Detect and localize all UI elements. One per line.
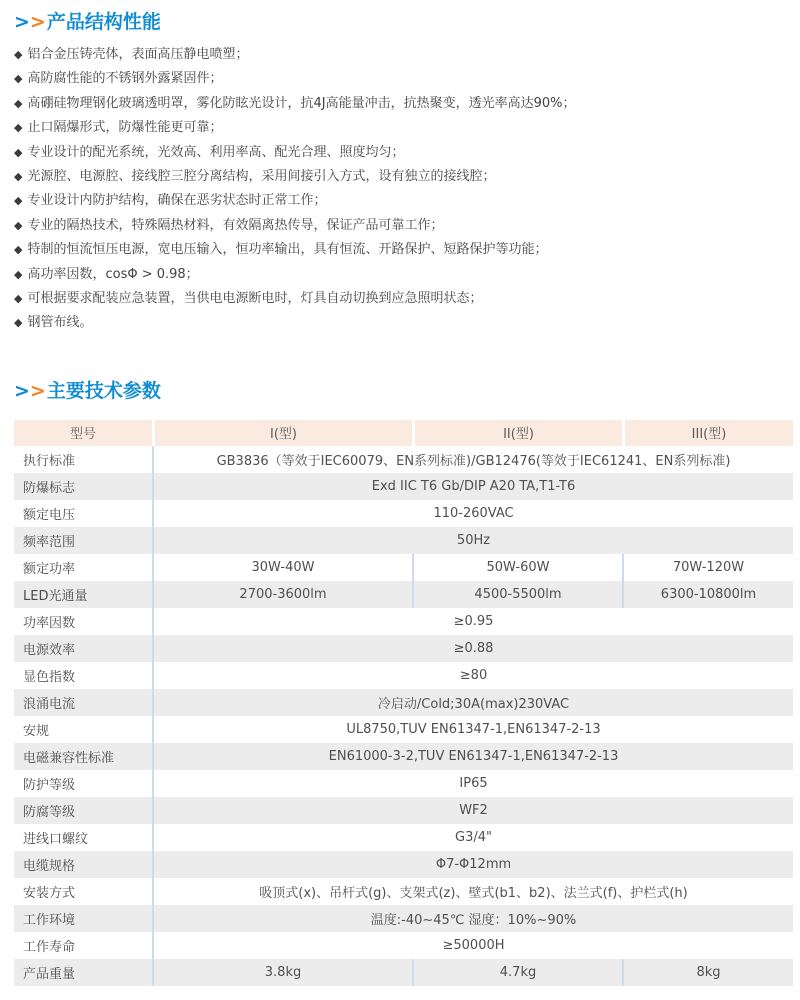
diamond-bullet-icon: ◆ [14,48,23,61]
table-row [14,500,793,527]
spec-table [14,420,793,986]
table-header-row [14,420,793,446]
row-label: 电源效率 [23,642,76,658]
diamond-bullet-icon: ◆ [14,194,23,208]
column-header: 型号 [14,420,152,446]
diamond-bullet-icon: ◆ [14,316,23,330]
table-row [14,662,793,689]
table-row [14,716,793,743]
chevron-marker-icon: > [29,11,45,33]
row-value: 2700-3600lm [152,581,412,608]
section-title-specs: 主要技术参数 [46,379,161,402]
row-label: 电磁兼容性标准 [23,750,115,766]
feature-item [14,67,786,91]
feature-text: 专业的隔热技术，特殊隔热材料，有效隔离热传导，保证产品可靠工作； [27,217,444,233]
row-value: 4.7kg [412,959,622,986]
chevron-marker-icon: > [14,379,29,402]
feature-item [14,141,786,165]
table-row [14,932,793,959]
row-label: 频率范围 [23,534,76,550]
feature-item [14,116,786,140]
row-value: ≥0.95 [152,608,793,635]
table-row [14,608,793,635]
row-label: 电缆规格 [23,858,76,874]
column-header: III(型) [622,420,793,446]
table-row [14,743,793,770]
feature-item [14,92,786,116]
table-body [14,446,793,986]
row-value: 温度:-40~45℃ 湿度：10%~90% [152,905,793,932]
row-label: 安规 [23,723,50,739]
diamond-bullet-icon: ◆ [14,243,23,257]
feature-item [14,43,786,67]
section-header-structure [14,10,786,34]
diamond-bullet-icon: ◆ [14,169,23,183]
row-value: 30W-40W [152,554,412,581]
table-row [14,689,793,716]
row-value: UL8750,TUV EN61347-1,EN61347-2-13 [152,716,793,743]
table-row [14,473,793,500]
row-value: 70W-120W [622,554,793,581]
table-row [14,581,793,608]
feature-item [14,189,786,213]
diamond-bullet-icon: ◆ [14,121,23,135]
row-value: 8kg [622,959,793,986]
row-label: 工作环境 [23,912,76,928]
row-label: 安装方式 [23,885,76,901]
row-value: 冷启动/Cold;30A(max)230VAC [152,689,793,716]
feature-item [14,287,786,311]
row-value: ≥80 [152,662,793,689]
feature-text: 高硼硅物理钢化玻璃透明罩，雾化防眩光设计，抗4J高能量冲击，抗热聚变，透光率高达90%； [27,95,576,111]
feature-list [14,43,786,336]
row-value: 50Hz [152,527,793,554]
feature-text: 高防腐性能的不锈钢外露紧固件； [27,71,223,87]
table-row [14,878,793,905]
row-label: 防腐等级 [23,804,76,820]
row-label: 产品重量 [23,966,76,982]
row-label: 额定功率 [23,561,76,577]
table-row [14,554,793,581]
column-header: I(型) [152,420,412,446]
row-label: 显色指数 [23,669,76,685]
column-header: II(型) [412,420,622,446]
feature-item [14,311,786,335]
feature-item [14,238,786,262]
section-title-structure: 产品结构性能 [46,11,161,33]
table-row [14,446,793,473]
table-row [14,905,793,932]
row-value: G3/4" [152,824,793,851]
table-row [14,635,793,662]
row-value: 50W-60W [412,554,622,581]
feature-item [14,263,786,287]
row-label: 工作寿命 [23,939,76,955]
feature-item [14,214,786,238]
section-header-specs [14,379,786,403]
feature-text: 专业设计内防护结构，确保在恶劣状态时正常工作； [27,193,327,209]
table-row [14,851,793,878]
feature-item [14,165,786,189]
row-value: WF2 [152,797,793,824]
row-value: 吸顶式(x)、吊杆式(g)、支架式(z)、壁式(b1、b2)、法兰式(f)、护栏式(h) [152,878,793,905]
diamond-bullet-icon: ◆ [14,96,23,110]
chevron-marker-icon: > [29,379,45,402]
feature-text: 高功率因数，cosΦ > 0.98； [27,266,199,282]
diamond-bullet-icon: ◆ [14,218,23,232]
row-value: ≥50000H [152,932,793,959]
row-value: GB3836（等效于IEC60079、EN系列标准)/GB12476(等效于IEC61241、EN系列标准) [152,446,793,473]
diamond-bullet-icon: ◆ [14,267,23,281]
row-label: 浪涌电流 [23,696,76,712]
table-row [14,824,793,851]
row-label: 执行标准 [23,453,76,469]
row-label: 额定电压 [23,507,76,523]
table-row [14,770,793,797]
row-label: 防护等级 [23,777,76,793]
row-value: 4500-5500lm [412,581,622,608]
chevron-marker-icon: > [14,11,29,33]
feature-text: 专业设计的配光系统，光效高、利用率高、配光合理、照度均匀； [27,144,405,160]
row-value: 3.8kg [152,959,412,986]
feature-text: 铝合金压铸壳体，表面高压静电喷塑； [27,47,249,62]
diamond-bullet-icon: ◆ [14,291,23,305]
feature-text: 止口隔爆形式，防爆性能更可靠； [27,120,223,136]
row-value: ≥0.88 [152,635,793,662]
row-label: LED光通量 [23,588,88,604]
diamond-bullet-icon: ◆ [14,145,23,159]
feature-text: 光源腔、电源腔、接线腔三腔分离结构，采用间接引入方式，设有独立的接线腔； [27,168,496,184]
row-value: Φ7-Φ12mm [152,851,793,878]
row-label: 进线口螺纹 [23,831,89,847]
row-value: 6300-10800lm [622,581,793,608]
feature-text: 钢管布线。 [27,315,93,331]
row-value: EN61000-3-2,TUV EN61347-1,EN61347-2-13 [152,743,793,770]
table-row [14,959,793,986]
table-row [14,797,793,824]
diamond-bullet-icon: ◆ [14,72,23,86]
feature-text: 特制的恒流恒压电源，宽电压输入，恒功率输出，具有恒流、开路保护、短路保护等功能； [27,242,548,258]
row-label: 功率因数 [23,615,76,631]
feature-text: 可根据要求配装应急装置，当供电电源断电时，灯具自动切换到应急照明状态； [27,290,483,306]
row-value: IP65 [152,770,793,797]
row-value: 110-260VAC [152,500,793,527]
row-value: Exd IIC T6 Gb/DIP A20 TA,T1-T6 [152,473,793,500]
table-row [14,527,793,554]
row-label: 防爆标志 [23,480,76,496]
